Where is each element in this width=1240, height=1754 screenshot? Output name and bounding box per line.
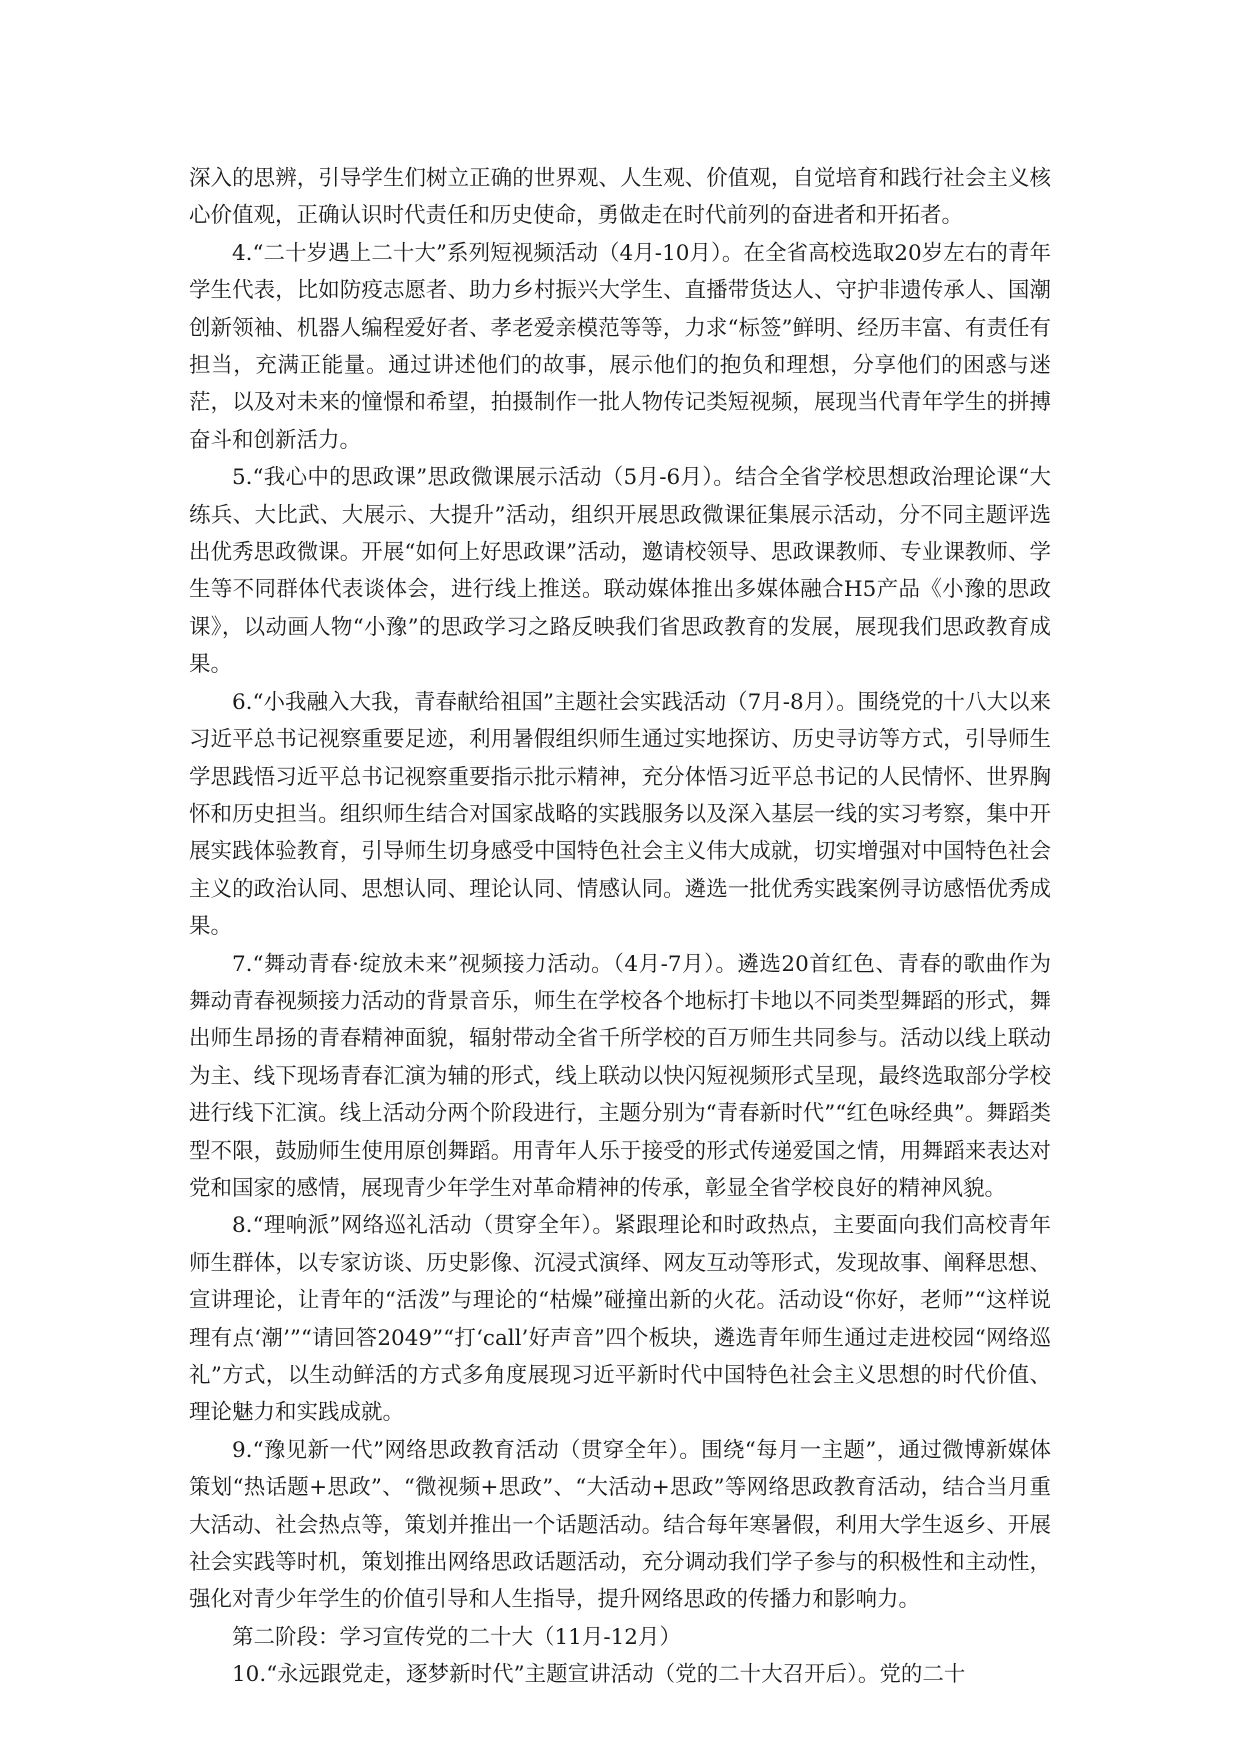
paragraph-item-4: 4.“二十岁遇上二十大”系列短视频活动（4月-10月）。在全省高校选取20岁左右的青年学生代表，比如防疫志愿者、助力乡村振兴大学生、直播带货达人、守护非遗传承人、国潮创新领袖、机器人编程爱好者、孝老爱亲模范等等，力求“标签”鲜明、经历丰富、有责任有担当，充满正能量。通过讲述他们的故事，展示他们的抱负和理想，分享他们的困惑与迷茫，以及对未来的憧憬和希望，拍摄制作一批人物传记类短视频，展现当代青年学生的拼搏奋斗和创新活力。 [189,240,1051,453]
paragraph-item-9: 9.“豫见新一代”网络思政教育活动（贯穿全年）。围绕“每月一主题”，通过微博新媒体策划“热话题+思政”、“微视频+思政”、“大活动+思政”等网络思政教育活动，结合当月重大活动、社会热点等，策划并推出一个话题活动。结合每年寒暑假，利用大学生返乡、开展社会实践等时机，策划推出网络思政话题活动，充分调动我们学子参与的积极性和主动性，强化对青少年学生的价值引导和人生指导，提升网络思政的传播力和影响力。 [189,1437,1051,1613]
document-body [189,160,1051,1694]
paragraph-item-10: 10.“永远跟党走，逐梦新时代”主题宣讲活动（党的二十大召开后）。党的二十 [232,1662,966,1688]
paragraph-item-5: 5.“我心中的思政课”思政微课展示活动（5月-6月）。结合全省学校思想政治理论课“大练兵、大比武、大展示、大提升”活动，组织开展思政微课征集展示活动，分不同主题评选出优秀思政微课。开展“如何上好思政课”活动，邀请校领导、思政课教师、专业课教师、学生等不同群体代表谈体会，进行线上推送。联动媒体推出多媒体融合H5产品《小豫的思政课》，以动画人物“小豫”的思政学习之路反映我们省思政教育的发展，展现我们思政教育成果。 [189,465,1051,678]
paragraph-item-7: 7.“舞动青春·绽放未来”视频接力活动。（4月-7月）。遴选20首红色、青春的歌曲作为舞动青春视频接力活动的背景音乐，师生在学校各个地标打卡地以不同类型舞蹈的形式，舞出师生昂扬的青春精神面貌，辐射带动全省千所学校的百万师生共同参与。活动以线上联动为主、线下现场青春汇演为辅的形式，线上联动以快闪短视频形式呈现，最终选取部分学校进行线下汇演。线上活动分两个阶段进行，主题分别为“青春新时代”“红色咏经典”。舞蹈类型不限，鼓励师生使用原创舞蹈。用青年人乐于接受的形式传递爱国之情，用舞蹈来表达对党和国家的感情，展现青少年学生对革命精神的传承，彰显全省学校良好的精神风貌。 [189,951,1051,1201]
paragraph-item-6: 6.“小我融入大我，青春献给祖国”主题社会实践活动（7月-8月）。围绕党的十八大以来习近平总书记视察重要足迹，利用暑假组织师生通过实地探访、历史寻访等方式，引导师生学思践悟习近平总书记视察重要指示批示精神，充分体悟习近平总书记的人民情怀、世界胸怀和历史担当。组织师生结合对国家战略的实践服务以及深入基层一线的实习考察，集中开展实践体验教育，引导师生切身感受中国特色社会主义伟大成就，切实增强对中国特色社会主义的政治认同、思想认同、理论认同、情感认同。遴选一批优秀实践案例寻访感悟优秀成果。 [189,689,1051,940]
section-heading-stage-2: 第二阶段：学习宣传党的二十大（11月-12月） [232,1624,681,1650]
paragraph-item-8: 8.“理响派”网络巡礼活动（贯穿全年）。紧跟理论和时政热点，主要面向我们高校青年师生群体，以专家访谈、历史影像、沉浸式演绎、网友互动等形式，发现故事、阐释思想、宣讲理论，让青年的“活泼”与理论的“枯燥”碰撞出新的火花。活动设“你好，老师”“这样说理有点‘潮’”“请回答2049”“打‘call’好声音”四个板块，遴选青年师生通过走进校园“网络巡礼”方式，以生动鲜活的方式多角度展现习近平新时代中国特色社会主义思想的时代价值、理论魅力和实践成就。 [189,1213,1051,1426]
paragraph-continuation: 深入的思辨，引导学生们树立正确的世界观、人生观、价值观，自觉培育和践行社会主义核心价值观，正确认识时代责任和历史使命，勇做走在时代前列的奋进者和开拓者。 [189,166,1051,229]
